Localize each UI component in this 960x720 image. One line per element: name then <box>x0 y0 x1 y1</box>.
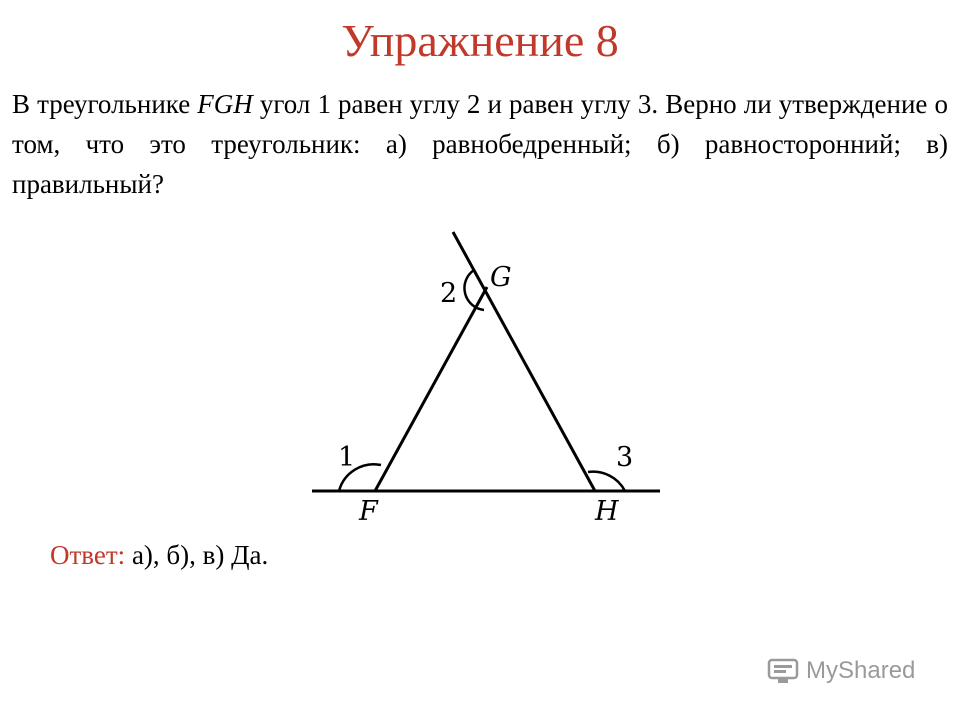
triangle-name: FGH <box>197 89 253 119</box>
answer <box>50 540 268 571</box>
problem-text-part1: В треугольнике <box>12 89 198 119</box>
mortarboard-icon <box>766 656 800 686</box>
watermark <box>766 656 915 686</box>
side-fg <box>375 287 487 491</box>
vertex-h-label: H <box>595 496 619 527</box>
angle-3-label: 3 <box>616 442 634 473</box>
vertex-g-label: G <box>490 262 512 293</box>
answer-text: а), б), в) Да. <box>125 540 269 570</box>
angle-1-label: 1 <box>338 442 356 473</box>
vertex-f-label: F <box>359 496 378 527</box>
angle-2-arc <box>464 270 484 310</box>
slide-title: Упражнение 8 <box>341 15 619 66</box>
watermark-text: MyShared <box>806 657 916 684</box>
answer-label: Ответ: <box>50 540 126 570</box>
problem-text-part2: угол 1 равен углу 2 и равен углу 3. Верно ли утверждение о том, что это треугольник: а) равнобедренный; б) равносторонний; в) правильный? <box>12 89 948 199</box>
angle-2-label: 2 <box>440 278 458 309</box>
